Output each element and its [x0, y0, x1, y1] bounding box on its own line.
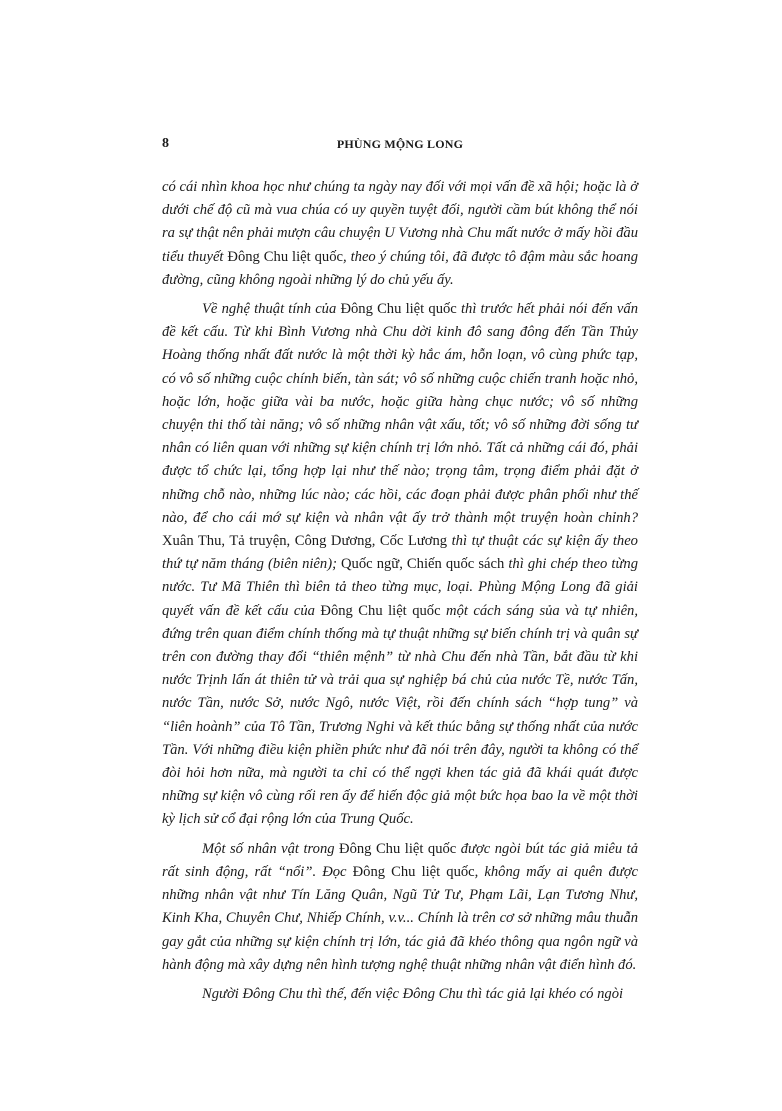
text-run: thì tự thuật các sự kiện ấy theo thứ tự năm tháng (biên niên); — [162, 533, 638, 573]
text-run: được ngòi bút tác giả miêu tả rất sinh động, rất “nổi”. Đọc — [162, 840, 638, 880]
page-header — [162, 136, 638, 156]
text-run: thì ghi chép theo từng nước. Tư Mã Thiên thì biên tả theo từng mục, loại. Phùng Mộng Long đã giải quyết vấn đề kết cấu của — [162, 556, 638, 619]
paragraph — [162, 983, 638, 1006]
book-title: Đông Chu liệt quốc — [320, 602, 441, 619]
text-run: thì trước hết phải nói đến vấn đề kết cấu. Từ khi Bình Vương nhà Chu dời kinh đô sang đông đến Tần Thủy Hoàng thống nhất đất nước là một thời kỳ hắc ám, hỗn loạn, vô cùng phức tạp, có vô số những cuộc chính biến, tàn sát; vô số những cuộc chiến tranh hoặc nhỏ, hoặc lớn, hoặc giữa vài ba nước, hoặc giữa hàng chục nước; vô số những chuyện thi thố tài năng; vô số những nhân vật xấu, tốt; vô số những đời sống tư nhân có liên quan với những sự kiện chính trị lớn nhỏ. Tất cả những cái đó, phải được tổ chức lại, tổng hợp lại như thế nào; trọng tâm, trọng điểm phải đặt ở những chỗ nào, những lúc nào; các hồi, các đoạn phải được phân phối như thế nào, để cho cái mớ sự kiện và nhân vật ấy trở thành một truyện hoàn chỉnh? — [162, 301, 638, 526]
text-run: Người Đông Chu thì thế, đến việc Đông Chu thì tác giả lại khéo có ngòi — [202, 985, 624, 1002]
paragraph — [162, 838, 638, 977]
text-run: Về nghệ thuật tính của — [202, 301, 341, 318]
text-run: Một số nhân vật trong — [202, 840, 340, 857]
text-run: , theo ý chúng tôi, đã được tô đậm màu sắc hoang đường, cũng không ngoài những lý do chủ yếu ấy. — [162, 248, 638, 288]
body-text — [162, 176, 638, 1006]
book-title: Đông Chu liệt quốc — [227, 248, 344, 265]
text-run: một cách sáng sủa và tự nhiên, đứng trên quan điểm chính thống mà tự thuật những sự biến chính trị và quân sự trên con đường thay đổi “thiên mệnh” từ nhà Chu đến nhà Tần, bắt đầu từ khi nước Trịnh lấn át thiên tử và trải qua sự nghiệp bá chủ của nước Tề, nước Tấn, nước Tần, nước Sở, nước Ngô, nước Việt, rồi đến chính sách “hợp tung” và “liên hoành” của Tô Tần, Trương Nghi và kết thúc bằng sự thống nhất của nước Tần. Với những điều kiện phiền phức như đã nói trên đây, người ta không có thể đòi hỏi hơn nữa, mà người ta chỉ có thể ngợi khen tác giả đã khái quát được những sự kiện vô cùng rối ren ấy để hiến độc giả một bức họa bao la về một thời kỳ lịch sử cổ đại rộng lớn của Trung Quốc. — [162, 602, 638, 828]
book-title: Xuân Thu, Tả truyện, Công Dương, Cốc Lương — [162, 533, 448, 550]
paragraph — [162, 298, 638, 832]
book-title: Quốc ngữ, Chiến quốc sách — [341, 556, 505, 573]
paragraph — [162, 176, 638, 292]
page-number: 8 — [162, 136, 169, 151]
text-run: có cái nhìn khoa học như chúng ta ngày nay đối với mọi vấn đề xã hội; hoặc là ở dưới chế độ cũ mà vua chúa có uy quyền tuyệt đối, người cầm bút không thể nói ra sự thật nên phải mượn câu chuyện U Vương nhà Chu mất nước ở mấy hồi đầu tiểu thuyết — [162, 179, 638, 265]
book-title: Đông Chu liệt quốc — [352, 863, 475, 880]
text-run: , không mấy ai quên được những nhân vật như Tín Lăng Quân, Ngũ Tử Tư, Phạm Lãi, Lạn Tương Như, Kinh Kha, Chuyên Chư, Nhiếp Chính, v.v... Chính là trên cơ sở những mâu thuẫn gay gắt của những sự kiện chính trị lớn, tác giả đã khéo thông qua ngôn ngữ và hành động mà xây dựng nên hình tượng nghệ thuật những nhân vật điển hình đó. — [162, 863, 638, 973]
running-title: PHÙNG MỘNG LONG — [336, 137, 464, 151]
book-title: Đông Chu liệt quốc — [340, 301, 457, 318]
book-title: Đông Chu liệt quốc — [339, 840, 457, 857]
